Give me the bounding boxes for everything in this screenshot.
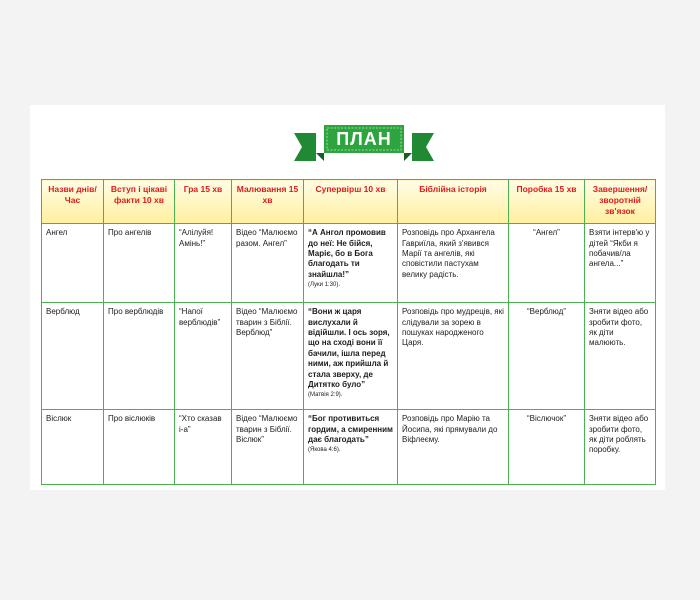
day-name: Ангел <box>42 224 104 303</box>
ending-cell: Зняти відео або зробити фото, як діти малюють. <box>585 303 656 410</box>
game-cell: “Напої верблюдів” <box>175 303 232 410</box>
game-cell: “Хто сказав і-а” <box>175 410 232 485</box>
craft-cell: “Ангел” <box>509 224 585 303</box>
verse-cell <box>304 410 398 485</box>
header-intro: Вступ і цікаві факти 10 хв <box>104 180 175 224</box>
header-row <box>42 180 656 224</box>
verse-text: “А Ангол промовив до неї: Не бійся, Маріє, бо в Бога благодать ти знайшла!” <box>308 228 386 279</box>
drawing-cell: Відео “Малюємо разом. Ангел” <box>232 224 304 303</box>
page-title: ПЛАН <box>336 129 392 149</box>
intro-cell: Про віслюків <box>104 410 175 485</box>
verse-text: “Бог противиться гордим, а смиренним дає благодать” <box>308 414 393 445</box>
plan-table <box>41 179 656 485</box>
header-story: Біблійна історія <box>398 180 509 224</box>
story-cell: Розповідь про Марію та Йосипа, які прямували до Віфлеєму. <box>398 410 509 485</box>
header-craft: Поробка 15 хв <box>509 180 585 224</box>
verse-cell <box>304 224 398 303</box>
verse-reference: (Матвія 2:9). <box>308 392 343 399</box>
story-cell: Розповідь про мудреців, які слідували за зорею в пошуках народженого Царя. <box>398 303 509 410</box>
verse-reference: (Якова 4:6). <box>308 447 341 454</box>
drawing-cell: Відео “Малюємо тварин з Біблії. Верблюд” <box>232 303 304 410</box>
day-name: Віслюк <box>42 410 104 485</box>
header-game: Гра 15 хв <box>175 180 232 224</box>
verse-text: “Вони ж царя вислухали й відійшли. І ось зоря, що на сході вони її бачили, ішла перед ними, аж прийшла й стала зверху, де Дитятко було” <box>308 307 390 389</box>
ending-cell: Зняти відео або зробити фото, як діти роблять поробку. <box>585 410 656 485</box>
table-row <box>42 303 656 410</box>
header-ending: Завершення/ зворотній зв'язок <box>585 180 656 224</box>
header-day: Назви днів/ Час <box>42 180 104 224</box>
craft-cell: “Верблюд” <box>509 303 585 410</box>
table-row <box>42 224 656 303</box>
game-cell: “Алілуйя! Амінь!” <box>175 224 232 303</box>
plan-sheet <box>30 105 665 490</box>
intro-cell: Про ангелів <box>104 224 175 303</box>
header-drawing: Малювання 15 хв <box>232 180 304 224</box>
drawing-cell: Відео “Малюємо тварин з Біблії. Віслюк” <box>232 410 304 485</box>
verse-cell <box>304 303 398 410</box>
craft-cell: “Віслючок” <box>509 410 585 485</box>
ending-cell: Взяти інтерв'ю у дітей “Якби я побачив/ла ангела...” <box>585 224 656 303</box>
intro-cell: Про верблюдів <box>104 303 175 410</box>
day-name: Верблюд <box>42 303 104 410</box>
table-row <box>42 410 656 485</box>
verse-reference: (Луки 1:30). <box>308 282 340 289</box>
story-cell: Розповідь про Архангела Гавриїла, який з'явився Марії та ангелів, які сповістили пастухам велику радість. <box>398 224 509 303</box>
header-verse: Супервірш 10 хв <box>304 180 398 224</box>
title-banner <box>294 125 434 161</box>
